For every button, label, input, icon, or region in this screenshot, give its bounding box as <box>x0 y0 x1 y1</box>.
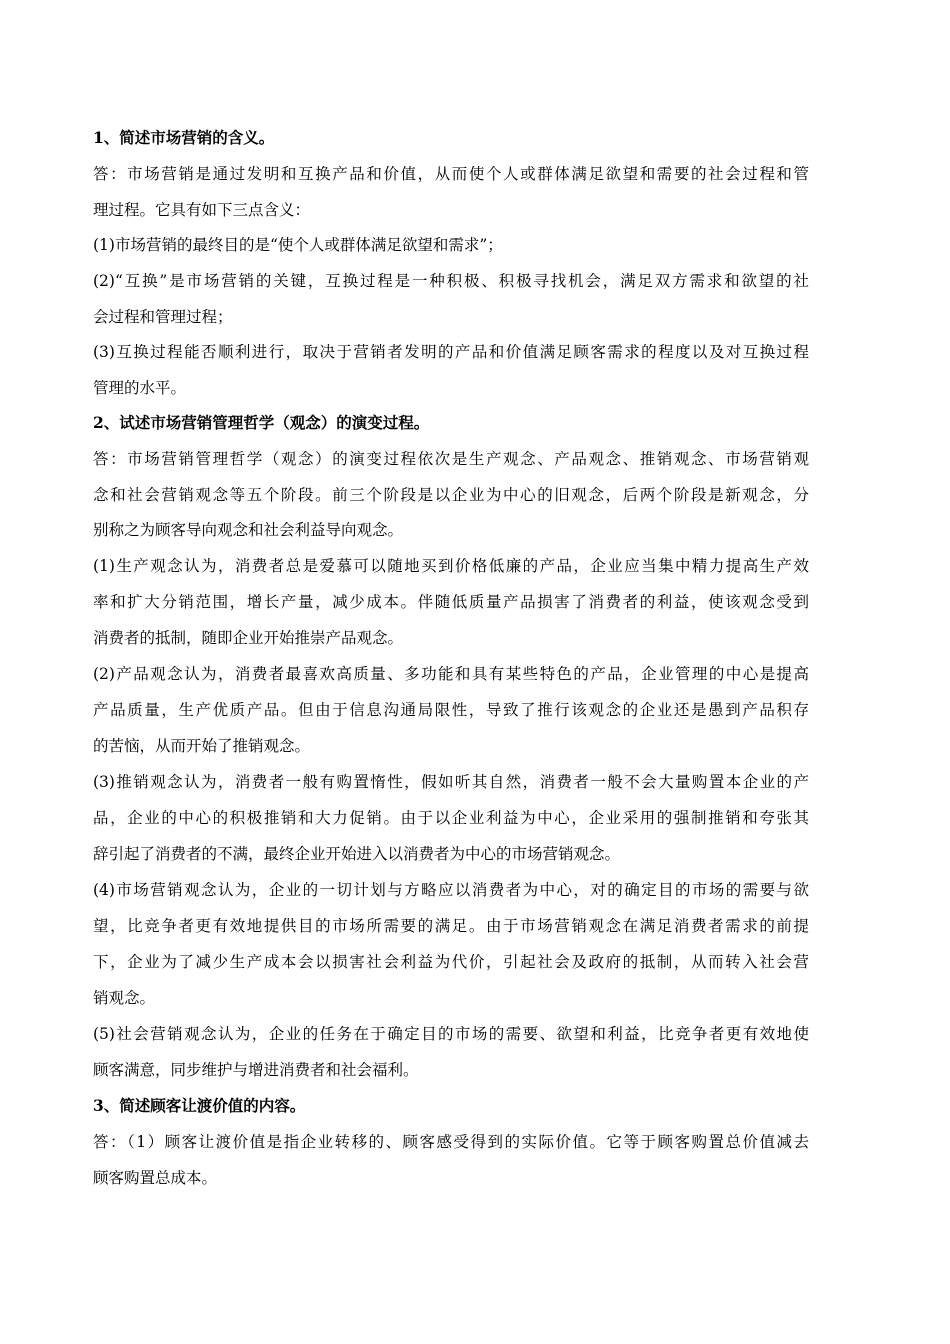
answer-line: 顾客购置总成本。 <box>93 1169 218 1187</box>
answer-line: 下，企业为了减少生产成本会以损害社会利益为代价，引起社会及政府的抵制，从而转入社会营 <box>93 953 809 971</box>
answer-line: 率和扩大分销范围，增长产量，减少成本。伴随低质量产品损害了消费者的利益，使该观念受到 <box>93 593 809 611</box>
answer-line: (1)市场营销的最终目的是“使个人或群体满足欲望和需求”； <box>93 236 503 254</box>
question-2-title: 2、试述市场营销管理哲学（观念）的演变过程。 <box>93 413 430 432</box>
answer-line: 消费者的抵制，随即企业开始推崇产品观念。 <box>93 629 404 647</box>
answer-line: 望，比竞争者更有效地提供目的市场所需要的满足。由于市场营销观念在满足消费者需求的前提 <box>93 917 809 935</box>
answer-line: (2)产品观念认为，消费者最喜欢高质量、多功能和具有某些特色的产品，企业管理的中心是提高 <box>93 665 809 683</box>
answer-line: 顾客满意，同步维护与增进消费者和社会福利。 <box>93 1061 419 1079</box>
answer-line: 别称之为顾客导向观念和社会利益导向观念。 <box>93 521 404 539</box>
answer-line: 会过程和管理过程； <box>93 308 233 326</box>
answer-line: (1)生产观念认为，消费者总是爱慕可以随地买到价格低廉的产品，企业应当集中精力提高生产效 <box>93 557 809 575</box>
question-1-title: 1、简述市场营销的含义。 <box>93 128 275 147</box>
answer-line: 答：市场营销是通过发明和互换产品和价值，从而使个人或群体满足欲望和需要的社会过程和管 <box>93 165 809 183</box>
answer-line: 的苦恼，从而开始了推销观念。 <box>93 737 311 755</box>
answer-line: 辞引起了消费者的不满，最终企业开始进入以消费者为中心的市场营销观念。 <box>93 845 621 863</box>
answer-line: 答：市场营销管理哲学（观念）的演变过程依次是生产观念、产品观念、推销观念、市场营销观 <box>93 450 809 468</box>
question-3-title: 3、简述顾客让渡价值的内容。 <box>93 1096 306 1115</box>
answer-line: (4)市场营销观念认为，企业的一切计划与方略应以消费者为中心，对的确定目的市场的需要与欲 <box>93 881 809 899</box>
answer-line: (3)推销观念认为，消费者一般有购置惰性，假如听其自然，消费者一般不会大量购置本企业的产 <box>93 773 809 791</box>
answer-line: 产品质量，生产优质产品。但由于信息沟通局限性，导致了推行该观念的企业还是愚到产品积存 <box>93 701 809 719</box>
answer-line: (2)“互换”是市场营销的关键，互换过程是一种积极、积极寻找机会，满足双方需求和欲望的社 <box>93 272 809 290</box>
answer-line: (3)互换过程能否顺利进行，取决于营销者发明的产品和价值满足顾客需求的程度以及对互换过程 <box>93 343 809 361</box>
answer-line: 答：（1）顾客让渡价值是指企业转移的、顾客感受得到的实际价值。它等于顾客购置总价值减去 <box>93 1133 809 1151</box>
answer-line: (5)社会营销观念认为，企业的任务在于确定目的市场的需要、欲望和利益，比竞争者更有效地使 <box>93 1025 809 1043</box>
answer-line: 管理的水平。 <box>93 379 187 397</box>
answer-line: 品，企业的中心的积极推销和大力促销。由于以企业利益为中心，企业采用的强制推销和夸张其 <box>93 809 809 827</box>
answer-line: 念和社会营销观念等五个阶段。前三个阶段是以企业为中心的旧观念，后两个阶段是新观念，分 <box>93 486 809 504</box>
answer-line: 销观念。 <box>93 989 156 1007</box>
answer-line: 理过程。它具有如下三点含义： <box>93 201 311 219</box>
